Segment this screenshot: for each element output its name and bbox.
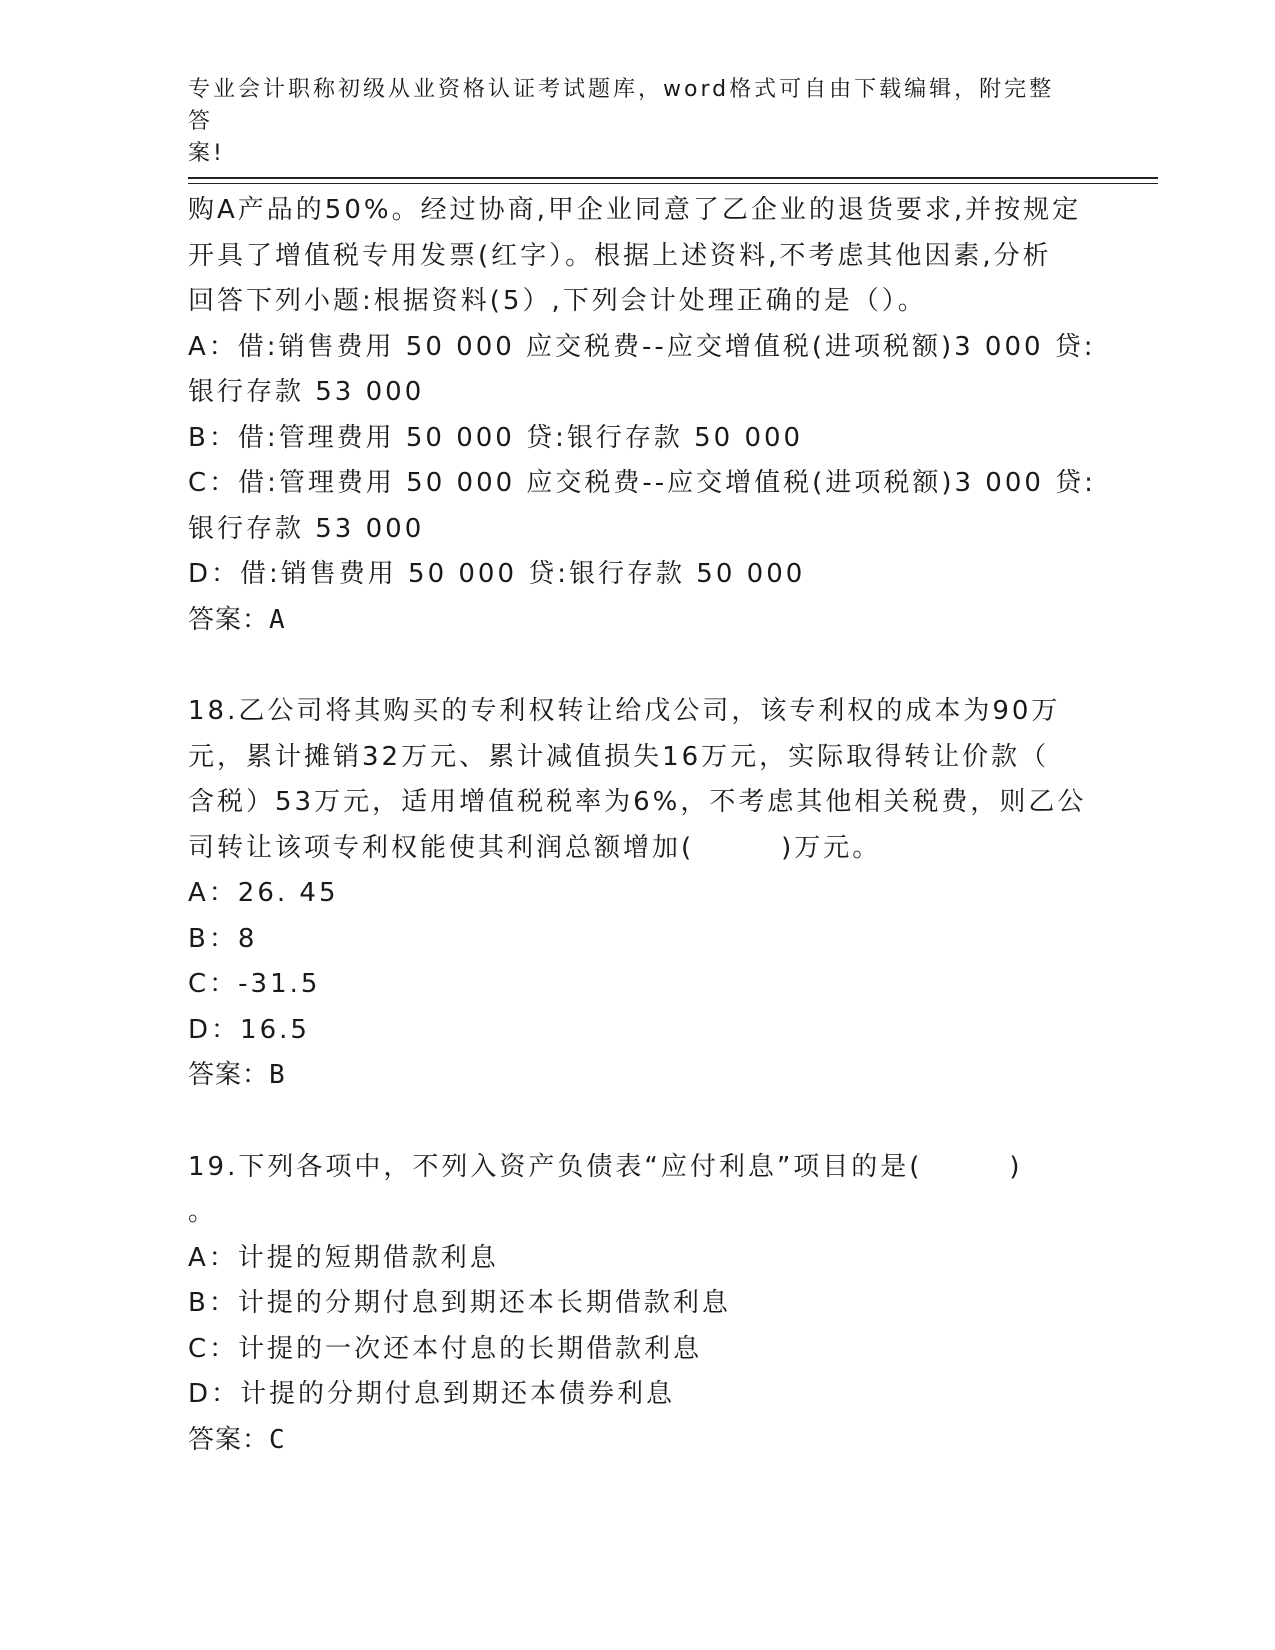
- question-stem-line: 开具了增值税专用发票(红字）。根据上述资料,不考虑其他因素,分析: [188, 240, 1052, 271]
- page-header: [188, 74, 1068, 170]
- option-a: A：计提的短期借款利息: [188, 1242, 499, 1273]
- option-c: C：计提的一次还本付息的长期借款利息: [188, 1333, 703, 1364]
- option-a-continued: 银行存款 53 000: [188, 377, 425, 407]
- spacer: [188, 1099, 1088, 1145]
- option-c: C：-31.5: [188, 969, 321, 999]
- option-a: A：26. 45: [188, 878, 339, 908]
- question-stem-line: 购A产品的50%。经过协商,甲企业同意了乙企业的退货要求,并按规定: [188, 195, 1082, 225]
- header-rule-thick: [188, 177, 1158, 179]
- question-stem-line: 元，累计摊销32万元、累计减值损失16万元，实际取得转让价款（: [188, 741, 1050, 772]
- answer-label: 答案：C: [188, 1424, 286, 1455]
- spacer: [188, 643, 1088, 689]
- answer-label: 答案：A: [188, 604, 286, 635]
- option-c-continued: 银行存款 53 000: [188, 513, 425, 544]
- option-b: B：借:管理费用 50 000 贷:银行存款 50 000: [188, 422, 804, 453]
- option-b: B：计提的分期付息到期还本长期借款利息: [188, 1288, 731, 1318]
- document-body: [188, 188, 1096, 1463]
- question-19: [188, 1145, 1088, 1464]
- question-stem-line: 回答下列小题:根据资料(5）,下列会计处理正确的是（）。: [188, 286, 927, 316]
- option-d: D：计提的分期付息到期还本债券利息: [188, 1379, 676, 1409]
- option-c: C：借:管理费用 50 000 应交税费--应交增值税(进项税额)3 000 贷:: [188, 468, 1096, 498]
- question-stem-line: 含税）53万元，适用增值税税率为6%，不考虑其他相关税费，则乙公: [188, 787, 1087, 817]
- question-17: [188, 188, 1096, 643]
- question-stem-line: 18.乙公司将其购买的专利权转让给戊公司，该专利权的成本为90万: [188, 696, 1061, 726]
- header-line-1: 专业会计职称初级从业资格认证考试题库，word格式可自由下载编辑，附完整答: [188, 77, 1055, 134]
- header-rule-thin: [188, 183, 1158, 184]
- option-d: D：借:销售费用 50 000 贷:银行存款 50 000: [188, 559, 806, 589]
- option-b: B：8: [188, 923, 258, 954]
- question-stem-line: 司转让该项专利权能使其利润总额增加( )万元。: [188, 832, 882, 863]
- question-stem-line: 19.下列各项中，不列入资产负债表“应付利息”项目的是( ): [188, 1151, 1023, 1182]
- answer-label: 答案：B: [188, 1060, 286, 1090]
- question-stem-line: 。: [188, 1197, 218, 1227]
- header-line-2: 案!: [188, 141, 225, 166]
- option-a: A：借:销售费用 50 000 应交税费--应交增值税(进项税额)3 000 贷:: [188, 331, 1096, 362]
- question-18: [188, 689, 1088, 1099]
- option-d: D：16.5: [188, 1014, 310, 1045]
